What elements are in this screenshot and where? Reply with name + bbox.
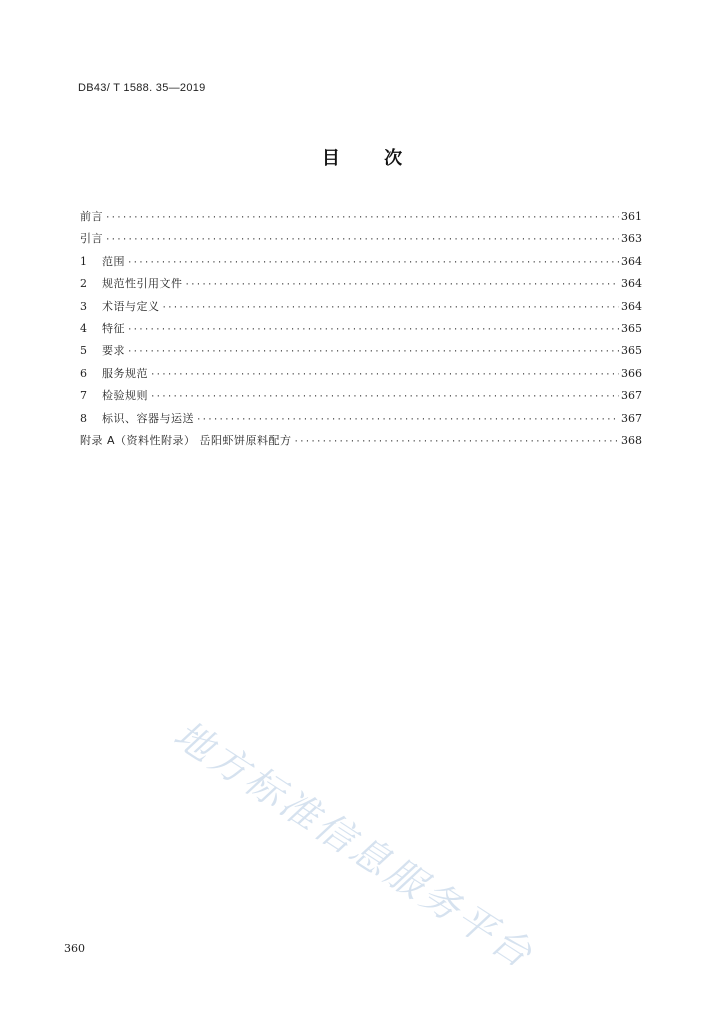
toc-entry-normative-references[interactable]	[80, 273, 642, 295]
watermark: 地方标准信息服务平台	[166, 711, 543, 978]
toc-entry-label: 术语与定义	[102, 299, 160, 313]
toc-leader-dots	[294, 431, 619, 453]
toc-entry-inspection-rules[interactable]	[80, 385, 642, 407]
toc-entry-requirements[interactable]	[80, 340, 642, 362]
toc-entry-characteristics[interactable]	[80, 318, 642, 340]
toc-entry-label: 范围	[102, 254, 125, 268]
toc-entry-appendix-a[interactable]	[80, 430, 642, 452]
table-of-contents	[80, 206, 642, 452]
toc-entry-labeling-containers-transport[interactable]	[80, 408, 642, 430]
toc-entry-page: 364	[621, 254, 642, 268]
toc-leader-dots	[150, 364, 619, 386]
toc-leader-dots	[162, 297, 620, 319]
toc-entry-label: 检验规则	[102, 389, 148, 403]
toc-entry-foreword[interactable]	[80, 206, 642, 228]
toc-leader-dots	[196, 409, 619, 431]
toc-entry-number: 6	[80, 366, 87, 380]
toc-entry-label: 特征	[102, 321, 125, 335]
toc-entry-label: 附录 A（资料性附录） 岳阳虾饼原料配方	[80, 433, 292, 447]
page-number: 360	[64, 942, 85, 955]
toc-entry-page: 368	[621, 433, 642, 447]
toc-leader-dots	[150, 386, 619, 408]
toc-entry-terms-definitions[interactable]	[80, 296, 642, 318]
toc-entry-label: 规范性引用文件	[102, 277, 183, 291]
toc-entry-label: 前言	[80, 210, 103, 223]
toc-leader-dots	[185, 274, 620, 296]
toc-leader-dots	[127, 252, 619, 274]
toc-leader-dots	[105, 207, 619, 229]
toc-entry-label: 要求	[102, 344, 125, 358]
toc-entry-page: 364	[621, 277, 642, 291]
toc-entry-number: 8	[80, 411, 87, 425]
toc-entry-label: 标识、容器与运送	[102, 411, 194, 425]
toc-entry-page: 365	[621, 344, 642, 358]
toc-entry-number: 4	[80, 321, 87, 335]
page-title: 目 次	[321, 148, 403, 169]
toc-entry-label: 引言	[80, 232, 103, 246]
toc-entry-page: 367	[621, 411, 642, 425]
toc-entry-number: 7	[80, 389, 87, 403]
toc-entry-introduction[interactable]	[80, 228, 642, 250]
toc-entry-number: 3	[80, 299, 87, 313]
toc-entry-page: 366	[621, 366, 642, 380]
toc-entry-number: 2	[80, 277, 87, 291]
toc-leader-dots	[127, 319, 619, 341]
toc-leader-dots	[105, 229, 619, 251]
toc-entry-page: 365	[621, 321, 642, 335]
toc-entry-page: 361	[621, 210, 642, 223]
toc-entry-page: 363	[621, 232, 642, 246]
toc-entry-service-specification[interactable]	[80, 363, 642, 385]
toc-entry-scope[interactable]	[80, 251, 642, 273]
toc-entry-number: 5	[80, 344, 87, 358]
toc-leader-dots	[127, 341, 619, 363]
toc-entry-page: 364	[621, 299, 642, 313]
toc-entry-number: 1	[80, 254, 87, 268]
document-code: DB43/ T 1588. 35—2019	[78, 82, 206, 94]
toc-entry-page: 367	[621, 389, 642, 403]
toc-entry-label: 服务规范	[102, 366, 148, 380]
